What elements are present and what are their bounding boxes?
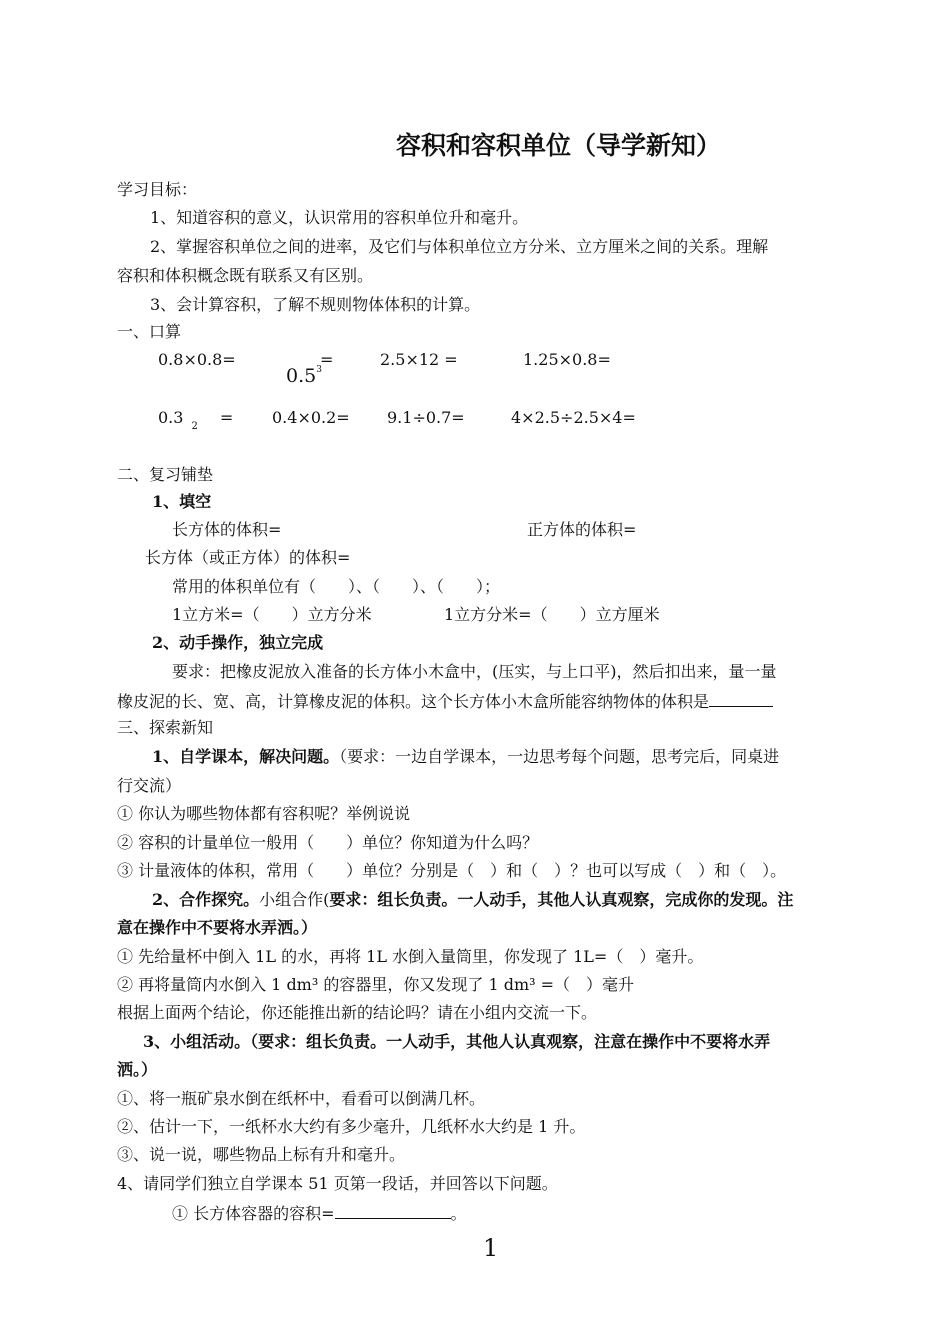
goal-2-line-1: 2、掌握容积单位之间的进率，及它们与体积单位立方分米、立方厘米之间的关系。理解 — [150, 237, 769, 256]
oral-expr-5 — [158, 408, 233, 431]
hands-on-requirement-2-text: 橡皮泥的长、宽、高，计算橡皮泥的体积。这个长方体小木盒所能容纳物体的体积是 — [117, 692, 710, 711]
oral-expr-4: 1.25×0.8= — [523, 350, 611, 369]
oral-expr-3: 2.5×12 = — [380, 350, 458, 369]
group-activity-line-2: 洒。） — [117, 1060, 158, 1079]
activity-2: ②、估计一下，一纸杯水大约有多少毫升，几纸杯水大约是 1 升。 — [117, 1117, 586, 1136]
either-volume-label: 长方体（或正方体）的体积= — [145, 548, 351, 567]
hands-on-title: 2、动手操作，独立完成 — [152, 633, 324, 652]
cooperation-requirement: 要求：组长负责。一人动手，其他人认真观察，完成你的发现。注 — [329, 890, 794, 909]
question-6 — [172, 1202, 467, 1224]
self-study-4: 4、请同学们独立自学课本 51 页第一段话，并回答以下问题。 — [117, 1174, 558, 1193]
question-2: ② 容积的计量单位一般用（ ）单位？你知道为什么吗？ — [117, 833, 539, 852]
cube-volume-label: 正方体的体积= — [527, 520, 637, 539]
self-study-title: 1、自学课本，解决问题。 — [152, 747, 340, 766]
answer-blank — [709, 690, 773, 707]
review-heading: 二、复习铺垫 — [117, 465, 214, 484]
cooperation-title: 2、合作探究。 — [152, 890, 260, 909]
self-study-continuation: 行交流） — [117, 776, 182, 795]
conversion-m3-dm3: 1立方米=（ ）立方分米 — [172, 605, 372, 624]
question-6-end: 。 — [450, 1204, 467, 1223]
group-activity-line-1: 3、小组活动。（要求：组长负责。一人动手，其他人认真观察，注意在操作中不要将水弄 — [143, 1032, 771, 1051]
conclusion-prompt: 根据上面两个结论，你还能推出新的结论吗？请在小组内交流一下。 — [117, 1003, 598, 1022]
activity-3: ③、说一说，哪些物品上标有升和毫升。 — [117, 1145, 406, 1164]
cooperation-line — [152, 890, 793, 910]
hands-on-requirement-2 — [117, 690, 773, 712]
oral-expr-2-eq: = — [320, 350, 334, 369]
oral-expr-8: 4×2.5÷2.5×4= — [511, 408, 636, 427]
capacity-answer-blank — [335, 1202, 451, 1219]
goals-heading: 学习目标： — [117, 180, 198, 199]
cuboid-volume-label: 长方体的体积= — [172, 520, 282, 539]
self-study-line — [152, 747, 779, 767]
question-3: ③ 计量液体的体积，常用（ ）单位？分别是（ ）和（ ）？也可以写成（ ）和（ ）。 — [117, 861, 787, 880]
oral-expr-1: 0.8×0.8= — [158, 350, 236, 369]
page-title: 容积和容积单位（导学新知） — [396, 131, 722, 160]
oral-expr-6: 0.4×0.2= — [272, 408, 350, 427]
question-4: ① 先给量杯中倒入 1L 的水，再将 1L 水倒入量筒里，你发现了 1L=（ ）毫升。 — [117, 947, 704, 966]
oral-expr-2-base: 0.5 — [286, 365, 317, 387]
question-1: ① 你认为哪些物体都有容积呢？举例说说 — [117, 804, 411, 823]
fill-blank-title: 1、填空 — [152, 492, 212, 511]
oral-expr-5-exponent: 2 — [191, 421, 198, 432]
goal-3: 3、会计算容积，了解不规则物体体积的计算。 — [150, 295, 481, 314]
cooperation-continuation: 意在操作中不要将水弄洒。） — [117, 918, 318, 937]
oral-expr-5-eq: = — [219, 408, 234, 427]
conversion-dm3-cm3: 1立方分米=（ ）立方厘米 — [444, 605, 660, 624]
goal-2-line-2: 容积和体积概念既有联系又有区别。 — [117, 266, 374, 285]
activity-1: ①、将一瓶矿泉水倒在纸杯中，看看可以倒满几杯。 — [117, 1089, 486, 1108]
self-study-requirement: （要求：一边自学课本，一边思考每个问题，思考完后，同桌进 — [339, 747, 780, 766]
question-5: ② 再将量筒内水倒入 1 dm³ 的容器里，你又发现了 1 dm³ =（ ）毫升 — [117, 975, 635, 994]
cooperation-group: 小组合作( — [259, 890, 330, 909]
explore-heading: 三、探索新知 — [117, 718, 214, 737]
oral-expr-2 — [286, 366, 322, 390]
goal-1: 1、知道容积的意义，认识常用的容积单位升和毫升。 — [150, 208, 529, 227]
question-6-text: ① 长方体容器的容积= — [172, 1204, 335, 1223]
oral-expr-2-exponent: 3 — [316, 365, 322, 375]
oral-heading: 一、口算 — [117, 322, 182, 341]
oral-expr-7: 9.1÷0.7= — [387, 408, 465, 427]
volume-units-question: 常用的体积单位有（ ）、（ ）、（ ）； — [172, 577, 501, 596]
page-number: 1 — [483, 1234, 499, 1262]
oral-expr-5-base: 0.3 — [158, 408, 184, 427]
hands-on-requirement-1: 要求：把橡皮泥放入准备的长方体小木盒中，(压实，与上口平)，然后扣出来，量一量 — [172, 662, 777, 681]
